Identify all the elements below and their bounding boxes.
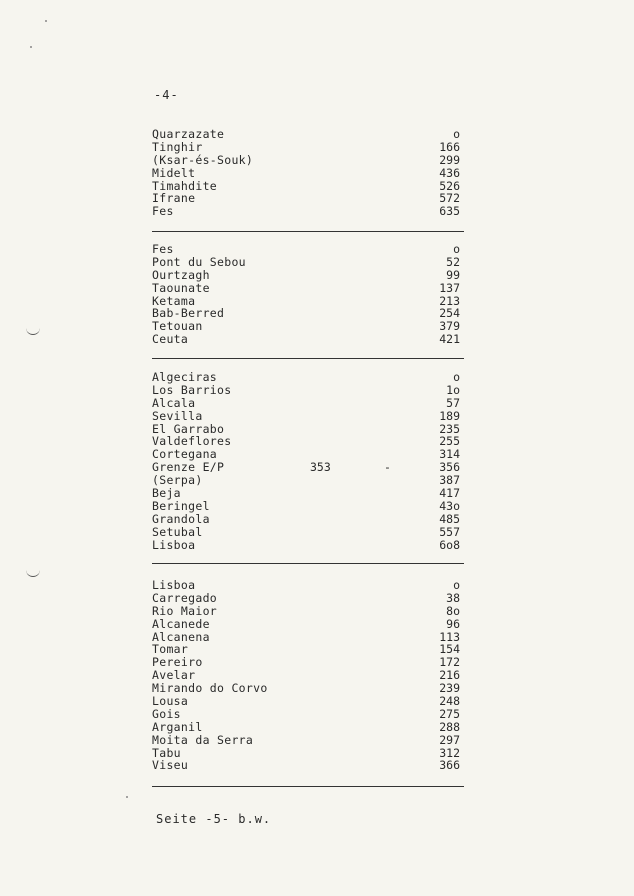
place-name: Quarzazate (152, 127, 225, 141)
distance-km: 572 (439, 191, 460, 206)
section-divider (152, 563, 464, 564)
place-name: Tabu (152, 745, 181, 760)
place-name: El Garrabo (152, 421, 225, 436)
distance-km: 235 (439, 421, 460, 436)
place-name: Bab-Berred (152, 306, 225, 321)
place-name: Grandola (152, 511, 210, 526)
place-name: Beja (152, 486, 181, 501)
place-name: Pereiro (152, 655, 203, 670)
route-section-4 (152, 579, 464, 772)
distance-km: 172 (439, 655, 460, 670)
footer-note: Seite -5- b.w. (156, 812, 272, 826)
distance-km: 254 (439, 306, 460, 321)
route-row (152, 384, 464, 397)
distance-km: 96 (446, 616, 460, 631)
distance-km: 216 (439, 668, 460, 683)
distance-km: o (453, 370, 460, 384)
place-name: Alcala (152, 395, 196, 410)
route-row (152, 256, 464, 269)
route-row (152, 474, 464, 487)
section-divider (152, 358, 464, 359)
distance-km: 52 (446, 254, 460, 269)
distance-km: 297 (439, 732, 460, 747)
distance-km: 166 (439, 139, 460, 154)
place-name: Mirando do Corvo (152, 681, 268, 696)
distance-km: 299 (439, 152, 460, 167)
route-row (152, 721, 464, 734)
route-row (152, 605, 464, 618)
distance-km: 248 (439, 694, 460, 709)
place-name: Carregado (152, 590, 218, 605)
place-name: (Serpa) (152, 473, 203, 488)
place-name: Beringel (152, 498, 210, 513)
route-row (152, 180, 464, 193)
distance-km: 387 (439, 473, 460, 488)
place-name: (Ksar-és-Souk) (152, 152, 254, 167)
route-row (152, 410, 464, 423)
route-row (152, 734, 464, 747)
place-name: Ifrane (152, 191, 196, 206)
dash-mark: - (384, 460, 391, 475)
place-name: Pont du Sebou (152, 254, 246, 269)
extra-distance: 353 (310, 460, 331, 475)
route-row (152, 167, 464, 180)
place-name: Gois (152, 706, 181, 721)
route-row (152, 708, 464, 721)
distance-km: 137 (439, 280, 460, 295)
route-row (152, 333, 464, 346)
place-name: Valdeflores (152, 434, 232, 449)
distance-km: 314 (439, 447, 460, 462)
place-name: Cortegana (152, 447, 218, 462)
distance-km: 485 (439, 511, 460, 526)
distance-km: 366 (439, 758, 460, 773)
place-name: Arganil (152, 719, 203, 734)
distance-km: o (453, 127, 460, 141)
place-name: Taounate (152, 280, 210, 295)
route-row (152, 631, 464, 644)
distance-km: 356 (439, 460, 460, 475)
distance-km: 421 (439, 332, 460, 347)
distance-km: 255 (439, 434, 460, 449)
distance-km: 8o (446, 603, 460, 618)
route-row (152, 759, 464, 772)
route-row (152, 539, 464, 552)
place-name: Algeciras (152, 370, 218, 384)
route-section-2 (152, 243, 464, 346)
punch-hole-mark (26, 568, 40, 577)
route-row (152, 747, 464, 760)
punch-hole-mark (26, 326, 40, 335)
route-row (152, 192, 464, 205)
place-name: Lousa (152, 694, 189, 709)
place-name: Moita da Serra (152, 732, 254, 747)
distance-km: o (453, 578, 460, 592)
route-row (152, 618, 464, 631)
distance-km: 379 (439, 319, 460, 334)
place-name: Los Barrios (152, 382, 232, 397)
place-name: Grenze E/P (152, 460, 225, 475)
distance-km: 1o (446, 382, 460, 397)
distance-km: 38 (446, 590, 460, 605)
route-row (152, 579, 464, 592)
place-name: Lisboa (152, 578, 196, 592)
distance-km: 99 (446, 267, 460, 282)
distance-km: 436 (439, 165, 460, 180)
distance-km: 239 (439, 681, 460, 696)
place-name: Sevilla (152, 408, 203, 423)
route-row (152, 269, 464, 282)
distance-km: 526 (439, 178, 460, 193)
place-name: Rio Maior (152, 603, 218, 618)
route-row (152, 154, 464, 167)
route-row (152, 526, 464, 539)
distance-km: 43o (439, 498, 460, 513)
route-row (152, 682, 464, 695)
distance-km: 288 (439, 719, 460, 734)
section-divider (152, 786, 464, 787)
place-name: Alcanena (152, 629, 210, 644)
route-section-3 (152, 371, 464, 551)
route-row (152, 243, 464, 256)
place-name: Fes (152, 204, 174, 219)
distance-km: 275 (439, 706, 460, 721)
place-name: Setubal (152, 524, 203, 539)
place-name: Tinghir (152, 139, 203, 154)
route-section-1 (152, 128, 464, 218)
route-row (152, 141, 464, 154)
place-name: Ourtzagh (152, 267, 210, 282)
distance-km: o (453, 242, 460, 256)
place-name: Avelar (152, 668, 196, 683)
paper-speck (45, 20, 47, 22)
route-row (152, 282, 464, 295)
place-name: Lisboa (152, 537, 196, 552)
place-name: Viseu (152, 758, 189, 773)
distance-km: 635 (439, 204, 460, 219)
route-row (152, 513, 464, 526)
distance-km: 557 (439, 524, 460, 539)
place-name: Alcanede (152, 616, 210, 631)
distance-km: 213 (439, 293, 460, 308)
distance-km: 154 (439, 642, 460, 657)
distance-km: 189 (439, 408, 460, 423)
distance-km: 6o8 (439, 537, 460, 552)
place-name: Ceuta (152, 332, 189, 347)
route-row (152, 371, 464, 384)
distance-km: 417 (439, 486, 460, 501)
place-name: Fes (152, 242, 174, 256)
place-name: Tomar (152, 642, 189, 657)
paper-speck (30, 46, 32, 48)
place-name: Timahdite (152, 178, 218, 193)
route-row (152, 487, 464, 500)
distance-km: 113 (439, 629, 460, 644)
route-row (152, 320, 464, 333)
place-name: Midelt (152, 165, 196, 180)
distance-km: 57 (446, 395, 460, 410)
distance-km: 312 (439, 745, 460, 760)
place-name: Ketama (152, 293, 196, 308)
place-name: Tetouan (152, 319, 203, 334)
page-number: -4- (154, 88, 179, 102)
route-row (152, 500, 464, 513)
route-row (152, 656, 464, 669)
route-row (152, 397, 464, 410)
section-divider (152, 231, 464, 232)
paper-speck (126, 796, 128, 798)
route-row (152, 592, 464, 605)
route-row (152, 695, 464, 708)
route-row (152, 205, 464, 218)
route-row (152, 128, 464, 141)
